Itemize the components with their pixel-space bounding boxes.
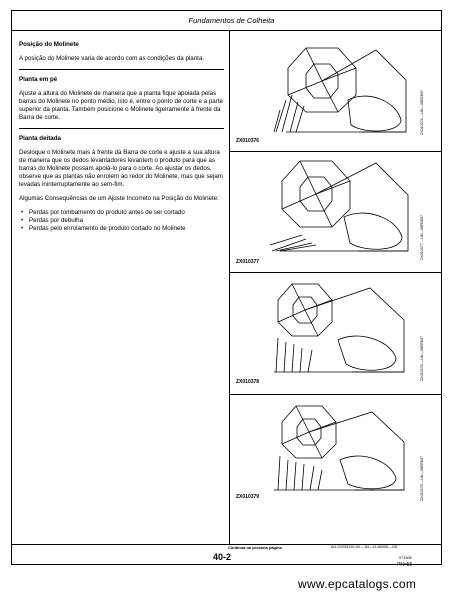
- list-item: • Perdas por debulha: [29, 217, 224, 225]
- figure-label: ZX010379: [236, 494, 260, 500]
- consequences-intro: Algumas Consequências de um Ajuste Incorreto na Posição do Molinete:: [19, 195, 219, 202]
- figure-side-code: ZX010376 —UN—08FEB97: [420, 90, 424, 135]
- column-divider: [229, 31, 230, 544]
- document-code: AG,OGD5130,94 —54—11JAN05—2/6: [331, 545, 398, 549]
- pn-number: PN=55: [397, 562, 413, 568]
- consequences-list: [19, 209, 224, 233]
- figure-side-code: ZX010378 —UN—08FEB97: [420, 336, 424, 381]
- figure-reel-lodged-2: [236, 155, 426, 267]
- figure-label: ZX010377: [236, 259, 260, 265]
- watermark-text: www.epcatalogs.com: [298, 577, 417, 591]
- figure-reel-standing-1: [236, 40, 426, 148]
- section-body-lodged-crop: Desloque o Molinete mais à frente da Barra de corte e ajuste a sua altura de maneira que os dedos levantadores levantem o produto para que as barras do Molinete possam apoiá-lo para o corte. Ao ajustar os dedos, observe que as plantas não enrolem ao redor do Molinete, mas que sejam levadas ininterruptamente ao sem-fim.: [19, 149, 223, 188]
- section-separator: [19, 69, 224, 70]
- list-item: • Perdas por tombamento do produto antes de ser cortado: [29, 209, 224, 217]
- figure-separator: [230, 394, 442, 395]
- header-reel-illustration: [266, 400, 416, 500]
- list-item: • Perdas pelo enrolamento de produto cortado no Molinete: [29, 225, 224, 233]
- figure-side-code: ZX010377 —UN—08FEB97: [420, 215, 424, 260]
- figure-label: ZX010376: [236, 138, 260, 144]
- section-separator: [19, 128, 224, 129]
- figure-separator: [230, 151, 442, 152]
- section-heading-reel-position: Posição do Molinete: [19, 41, 79, 48]
- figure-separator: [230, 272, 442, 273]
- header-reel-illustration: [266, 155, 416, 259]
- section-heading-lodged-crop: Planta deitada: [19, 135, 61, 142]
- header-reel-illustration: [266, 278, 416, 382]
- section-body-reel-position: A posição do Molinete varia de acordo com as condições da planta.: [19, 55, 205, 62]
- section-body-standing-crop: Ajuste a altura do Molinete de maneira que a planta fique apoiada pelas barras do Molinete no ponto médio, isto é, entre o ponto de corte e a parte superior da planta. Também posicione o Molinete ligeiramente à frente da Barra de corte.: [19, 90, 223, 121]
- page-number: 40-2: [213, 552, 232, 562]
- continued-note: Continua na próxima página: [228, 545, 282, 550]
- text-column: [19, 41, 224, 233]
- revision-code: 071508: [399, 556, 412, 560]
- figure-label: ZX010378: [236, 379, 260, 385]
- header-reel-illustration: [266, 40, 416, 140]
- figure-reel-incorrect-3: [236, 278, 426, 390]
- section-heading-standing-crop: Planta em pé: [19, 76, 58, 83]
- page-header-title: Fundamentos de Colheita: [188, 16, 275, 25]
- figure-side-code: ZX010379 —UN—08FEB97: [420, 456, 424, 501]
- figure-reel-incorrect-4: [236, 400, 426, 510]
- header-rule: [12, 30, 442, 31]
